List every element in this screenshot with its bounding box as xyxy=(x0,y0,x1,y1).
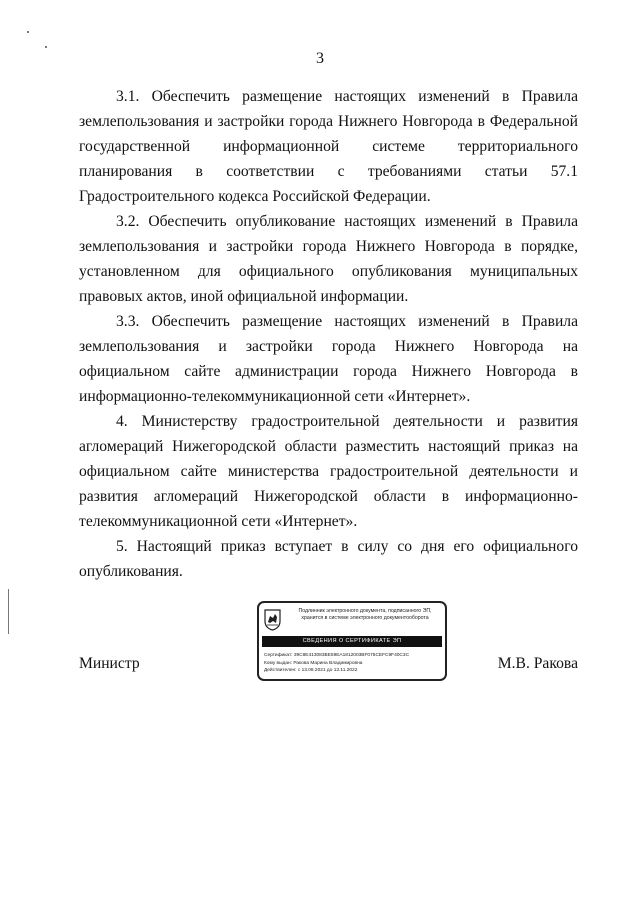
scan-margin-line xyxy=(8,589,9,634)
stamp-certificate: Сертификат: 39C8E413083BE59EA1812003BF075CEFC9F40C3C xyxy=(264,653,410,658)
stamp-details xyxy=(264,652,446,675)
paragraph-4: 4. Министерству градостроительной деятельности и развития агломераций Нижегородской области разместить настоящий приказ на официальном сайте министерства градостроительной деятельности и развития агломераций Нижегородской области в информационно-телекоммуникационной сети «Интернет». xyxy=(79,413,578,530)
digital-signature-stamp xyxy=(257,601,447,681)
signatory-name: М.В. Ракова xyxy=(497,655,578,672)
paragraph-3-3: 3.3. Обеспечить размещение настоящих изменений в Правила землепользования и застройки города Нижнего Новгорода на официальном сайте администрации города Нижнего Новгорода в информационно-телекоммуникационной сети «Интернет». xyxy=(79,313,578,405)
paragraph-5: 5. Настоящий приказ вступает в силу со дня его официального опубликования. xyxy=(79,538,578,580)
stamp-issued-to: Кому выдан: Ракова Марина Владимировна xyxy=(264,660,363,666)
page-number: 3 xyxy=(316,50,324,67)
document-body xyxy=(79,84,578,584)
stamp-validity: Действителен: с 13.08.2021 до 13.11.2022 xyxy=(264,668,358,673)
stamp-notice-line: хранится в системе электронного документооборота xyxy=(301,615,429,621)
stamp-notice xyxy=(285,608,445,622)
coat-of-arms-icon xyxy=(264,609,281,631)
scan-speck xyxy=(45,46,47,48)
stamp-header: СВЕДЕНИЯ О СЕРТИФИКАТЕ ЭП xyxy=(262,636,442,647)
signatory-position: Министр xyxy=(79,655,140,672)
scan-speck xyxy=(27,31,29,33)
stamp-notice-line: Подлинник электронного документа, подписанного ЭП, xyxy=(298,608,432,614)
paragraph-3-1: 3.1. Обеспечить размещение настоящих изменений в Правила землепользования и застройки города Нижнего Новгорода в Федеральной государственной информационной системе территориального планирования в соответствии с требованиями статьи 57.1 Градостроительного кодекса Российской Федерации. xyxy=(79,88,578,205)
paragraph-3-2: 3.2. Обеспечить опубликование настоящих изменений в Правила землепользования и застройки города Нижнего Новгорода в порядке, установленном для официального опубликования муниципальных правовых актов, иной официальной информации. xyxy=(79,213,578,305)
